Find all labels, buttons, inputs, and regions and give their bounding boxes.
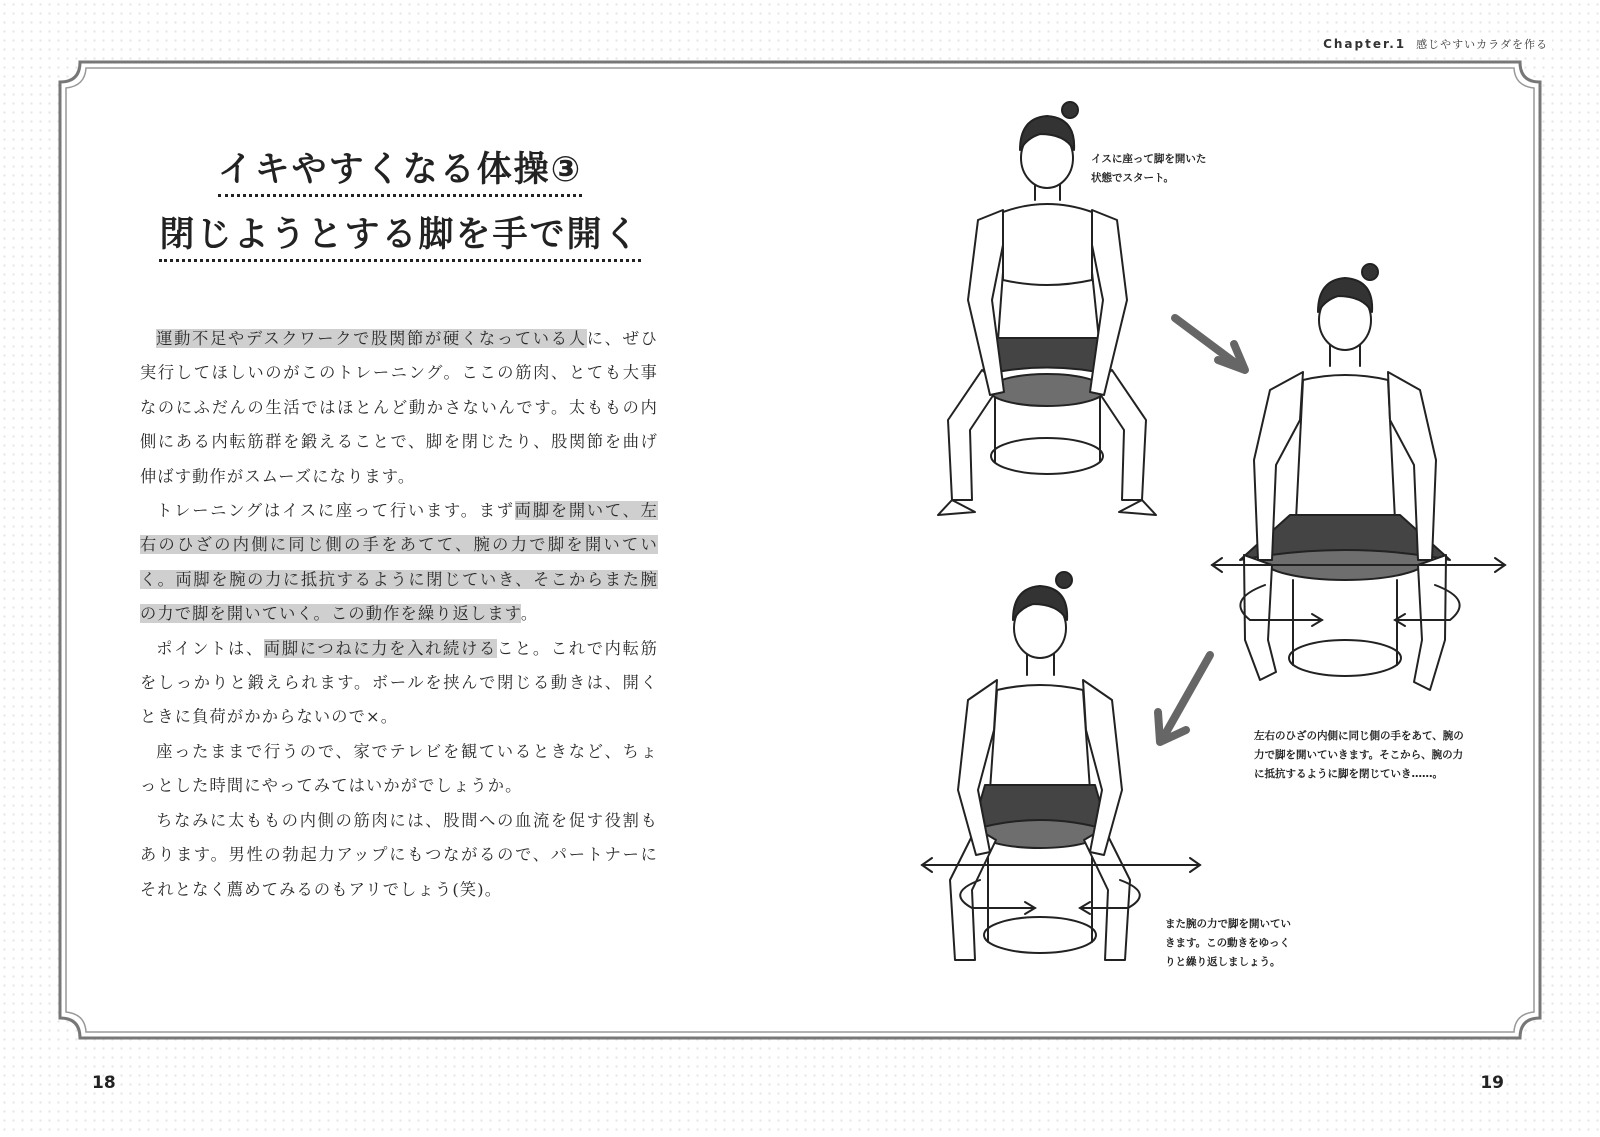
highlighted-text: 運動不足やデスクワークで股関節が硬くなっている人 [156,329,587,348]
arrow-down-right-icon [1175,318,1245,370]
paragraph-text: に、ぜひ実行してほしいのがこのトレーニング。ここの筋肉、とても大事なのにふだんの生活ではほとんど動かさないんです。太ももの内側にある内転筋群を鍛えることで、脚を閉じたり、股関節を曲げ伸ばす動作がスムーズになります。 [140,329,658,486]
caption-step-1: イスに座って脚を開いた 状態でスタート。 [1091,153,1207,184]
chapter-title: 感じやすいカラダを作る [1416,38,1548,51]
paragraph-text: ちなみに太ももの内側の筋肉には、股間への血流を促す役割もあります。男性の勃起力アップにもつながるので、パートナーにそれとなく薦めてみるのもアリでしょう(笑)。 [140,810,658,899]
paragraph-text: こと。これで内転筋をしっかりと鍛えられます。ボールを挟んで閉じる動きは、開くときに負荷がかからないので×。 [140,638,658,727]
highlighted-text: 両脚につねに力を入れ続ける [263,638,497,658]
caption-step-3: また腕の力で脚を開いてい きます。この動きをゆっく りと繰り返しましょう。 [1165,918,1291,968]
title-line-2: 閉じようとする脚を手で開く [159,213,640,262]
chapter-number: Chapter.1 [1323,37,1407,51]
page-number-right: 19 [1480,1073,1504,1093]
highlighted-text: 両脚を開いて、左右のひざの内側に同じ側の手をあてて、腕の力で脚を開いていく。両脚を腕の力に抵抗するように閉じていき、そこからまた腕の力で脚を開いていく。この動作を繰り返します [140,501,658,624]
paragraph-text: トレーニングはイスに座って行います。まず [156,501,515,521]
page-number-left: 18 [92,1073,116,1093]
paragraph-text: ポイントは、 [156,638,264,658]
caption-step-2: 左右のひざの内側に同じ側の手をあて、腕の 力で脚を開いていきます。そこから、腕の力 に抵抗するように脚を閉じていき……。 [1254,730,1464,780]
figure-repeat [950,572,1130,960]
figure-open-legs [1240,264,1450,690]
title-line-1: イキやすくなる体操③ [218,148,583,197]
paragraph-text: 。 [520,604,539,624]
paragraph-text: 座ったままで行うので、家でテレビを観ているときなど、ちょっとした時間にやってみてはいかがでしょうか。 [140,741,658,796]
arrow-down-left-icon [1158,655,1210,742]
